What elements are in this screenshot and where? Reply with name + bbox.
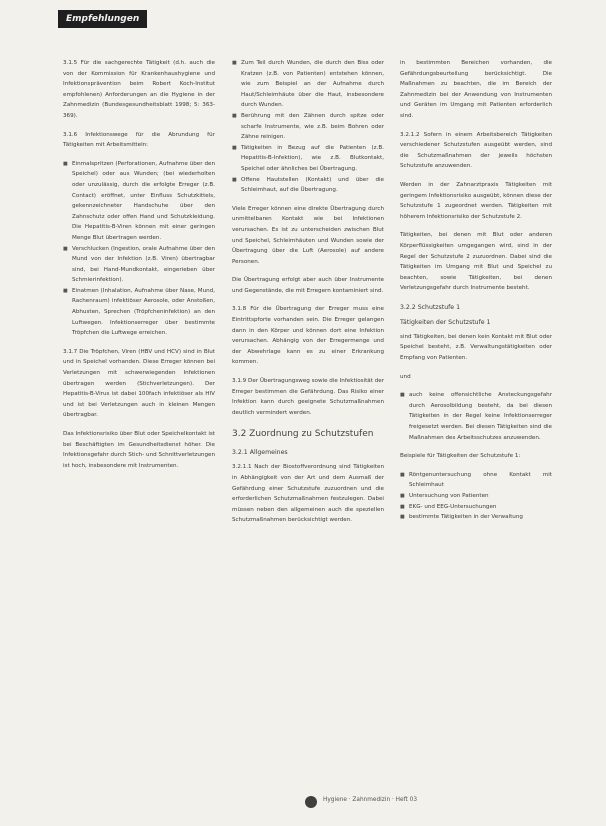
paragraph: Das Infektionsrisiko über Blut oder Speichelkontakt ist bei Beschäftigten im Gesundheitsdienst höher. Die Infektionsgefahr durch Stich- und Schnittverletzungen ist hoch, insbesondere mit Instrumenten.: [63, 431, 215, 469]
text-column-2: [232, 58, 384, 534]
list-item: ■ Tätigkeiten in Bezug auf die Patienten (z.B. Hepatitis-B-Infektion), wie z.B. Blutkontakt, Speichel oder ähnliches bei Übertragung.: [241, 143, 384, 175]
list-item: ■ Röntgenuntersuchung ohne Kontakt mit Schleimhaut: [409, 470, 552, 491]
paragraph: Tätigkeiten, bei denen mit Blut oder anderen Körperflüssigkeiten umgegangen wird, sind in der Regel der Schutzstufe 2 zuzuordnen. Dabei sind die Tätigkeiten im Umgang mit Blut und Speichel zu beachten, sowie Tätigkeiten, bei denen Verletzungsgefahr durch Instrumente besteht.: [400, 232, 552, 292]
section-header-tab: Empfehlungen: [58, 10, 147, 28]
paragraph: Viele Erreger können eine direkte Übertragung durch unmittelbaren Kontakt wie bei Infektionen verursachen. Es ist zu unterscheiden zwischen Blut und Speichel, Schleimhäuten und Wunden sowie der Übertragung über die Luft (Aerosole) auf andere Personen.: [232, 205, 384, 265]
header-band: [0, 10, 606, 28]
list-item: ■ Verschlucken (Ingestion, orale Aufnahme über den Mund von der Infektion (z.B. Viren) übertragbar sind, bei Hand-Mundkontakt, eingerieben über Schmierinfektion).: [72, 244, 215, 286]
subsection-title: Tätigkeiten der Schutzstufe 1: [400, 318, 491, 326]
list-item: ■ Untersuchung von Patienten: [409, 491, 552, 502]
list-item: ■ EKG- und EEG-Untersuchungen: [409, 502, 552, 513]
paragraph: 3.1.7 Die Tröpfchen, Viren (HBV und HCV) sind in Blut und in Speichel vorhanden. Diese Erreger können bei Verletzungen mit schwerwiegenden Infektionen übertragen werden (Stichverletzungen). Der Hepatitis-B-Virus ist dabei 100fach infektiöser als HIV und ist bei Verletzungen auch in kleinen Mengen übertragbar.: [63, 348, 215, 419]
paragraph: Die Übertragung erfolgt aber auch über Instrumente und Gegenstände, die mit Erregern kontaminiert sind.: [232, 277, 384, 294]
subsection-title: 3.2.1 Allgemeines: [232, 449, 288, 457]
paragraph: Beispiele für Tätigkeiten der Schutzstufe 1:: [400, 453, 521, 460]
list-item: ■ auch keine offensichtliche Ansteckungsgefahr durch Aerosolbildung besteht, da bei diesen Tätigkeiten in der Regel keine Infektionserreger freigesetzt werden. Bei diesen Tätigkeiten sind die Maßnahmen des Arbeitsschutzes anzuwenden.: [409, 390, 552, 443]
paragraph: 3.1.6 Infektionswege für die Abrundung für Tätigkeiten mit Arbeitsmitteln:: [63, 131, 215, 149]
paragraph: sind Tätigkeiten, bei denen kein Kontakt mit Blut oder Speichel besteht, z.B. Verwaltungstätigkeiten oder Empfang von Patienten.: [400, 333, 552, 362]
text-column-3: [400, 58, 552, 531]
label: und: [400, 373, 411, 380]
paragraph: 3.1.9 Der Übertragungsweg sowie die Infektiosität der Erreger bestimmen die Gefährdung. Das Risiko einer Infektion kann durch geeignete Schutzmaßnahmen deutlich vermindert werden.: [232, 378, 384, 416]
list-item: ■ Berührung mit den Zähnen durch spitze oder scharfe Instrumente, wie z.B. beim Bohren oder Zähne reinigen.: [241, 111, 384, 143]
section-title: 3.2.2 Schutzstufe 1: [400, 303, 461, 311]
page-footer: [305, 796, 555, 810]
paragraph: 3.2.1.1 Nach der Biostoffverordnung sind Tätigkeiten in Abhängigkeit von der Art und dem Ausmaß der Gefährdung einer Schutzstufe zuzuordnen und die erforderlichen Schutzmaßnahmen festzulegen. Dabei müssen neben den allgemeinen auch die speziellen Schutzmaßnahmen berücksichtigt werden.: [232, 464, 384, 524]
paragraph: 3.2.1.2 Sofern in einem Arbeitsbereich Tätigkeiten verschiedener Schutzstufen ausgeübt werden, sind die Schutzmaßnahmen der jeweils höchsten Schutzstufe anzuwenden.: [400, 131, 552, 170]
paragraph: 3.1.8 Für die Übertragung der Erreger muss eine Eintrittspforte vorhanden sein. Die Erreger gelangen dann in den Körper und können dort eine Infektion verursachen. Abhängig von der Erregermenge und der Abwehrlage kann es zu einer Erkrankung kommen.: [232, 306, 384, 366]
text-column-1: [63, 58, 215, 479]
section-title: 3.2 Zuordnung zu Schutzstufen: [232, 429, 374, 440]
paragraph: in bestimmten Bereichen vorhanden, die Gefährdungsbeurteilung berücksichtigt. Die Maßnahmen zu beachten, die im Bereich der Zahnmedizin bei der Anwendung von Instrumenten und Geräten im Umgang mit Patienten erforderlich sind.: [400, 60, 552, 119]
bullet-list: [63, 159, 215, 339]
bullet-list: [232, 58, 384, 196]
paragraph: Werden in der Zahnarztpraxis Tätigkeiten mit geringem Infektionsrisiko ausgeübt, können diese der Schutzstufe 1 zugeordnet werden. Tätigkeiten mit höherem Infektionsrisiko der Schutzstufe 2.: [400, 181, 552, 220]
list-item: ■ Einatmen (Inhalation, Aufnahme über Nase, Mund, Rachenraum) infektiöser Aerosole, oder Anstoßen, Abhusten, Sprechen (Tröpfcheninfektion) an den Luftwegen. Infektionserreger über bestimmte Tröpfchen die Luftwege erreichen.: [72, 286, 215, 339]
list-item: ■ bestimmte Tätigkeiten in der Verwaltung: [409, 512, 552, 523]
paragraph: 3.1.5 Für die sachgerechte Tätigkeit (d.h. auch die von der Kommission für Krankenhaushygiene und Infektionsprävention beim Robert Koch-Institut empfohlenen) Anforderungen an die Hygiene in der Zahnmedizin (Bundesgesundheitsblatt 1998; 5: 363-369).: [63, 60, 215, 119]
footer-text: Hygiene · Zahnmedizin · Heft 03: [323, 797, 418, 803]
publisher-logo-icon: [305, 796, 317, 808]
bullet-list: [400, 390, 552, 443]
list-item: ■ Zum Teil durch Wunden, die durch den Biss oder Kratzen (z.B. von Patienten) entstehen können, wie zum Beispiel an der Aufnahme durch Haut/Schleimhäute über die Haut, insbesondere durch Wunden.: [241, 58, 384, 111]
bullet-list: [400, 470, 552, 523]
list-item: ■ Einmalspritzen (Perforationen, Aufnahme über den Speichel) oder aus Wunden; (bei wiederholten oder unzulässig, durch die erfolgte Erreger (z.B. Contact) eröffnet, unter Einfluss Schutzkittels, gekennzeichneter Handschuhe über den Zahnschutz oder offen Hand und Schutzkleidung. Die Hepatitis-B-Viren können mit einer geringen Menge Blut übertragen werden.: [72, 159, 215, 244]
list-item: ■ Offene Hautstellen (Kontakt) und über die Schleimhaut, auf die Übertragung.: [241, 175, 384, 196]
